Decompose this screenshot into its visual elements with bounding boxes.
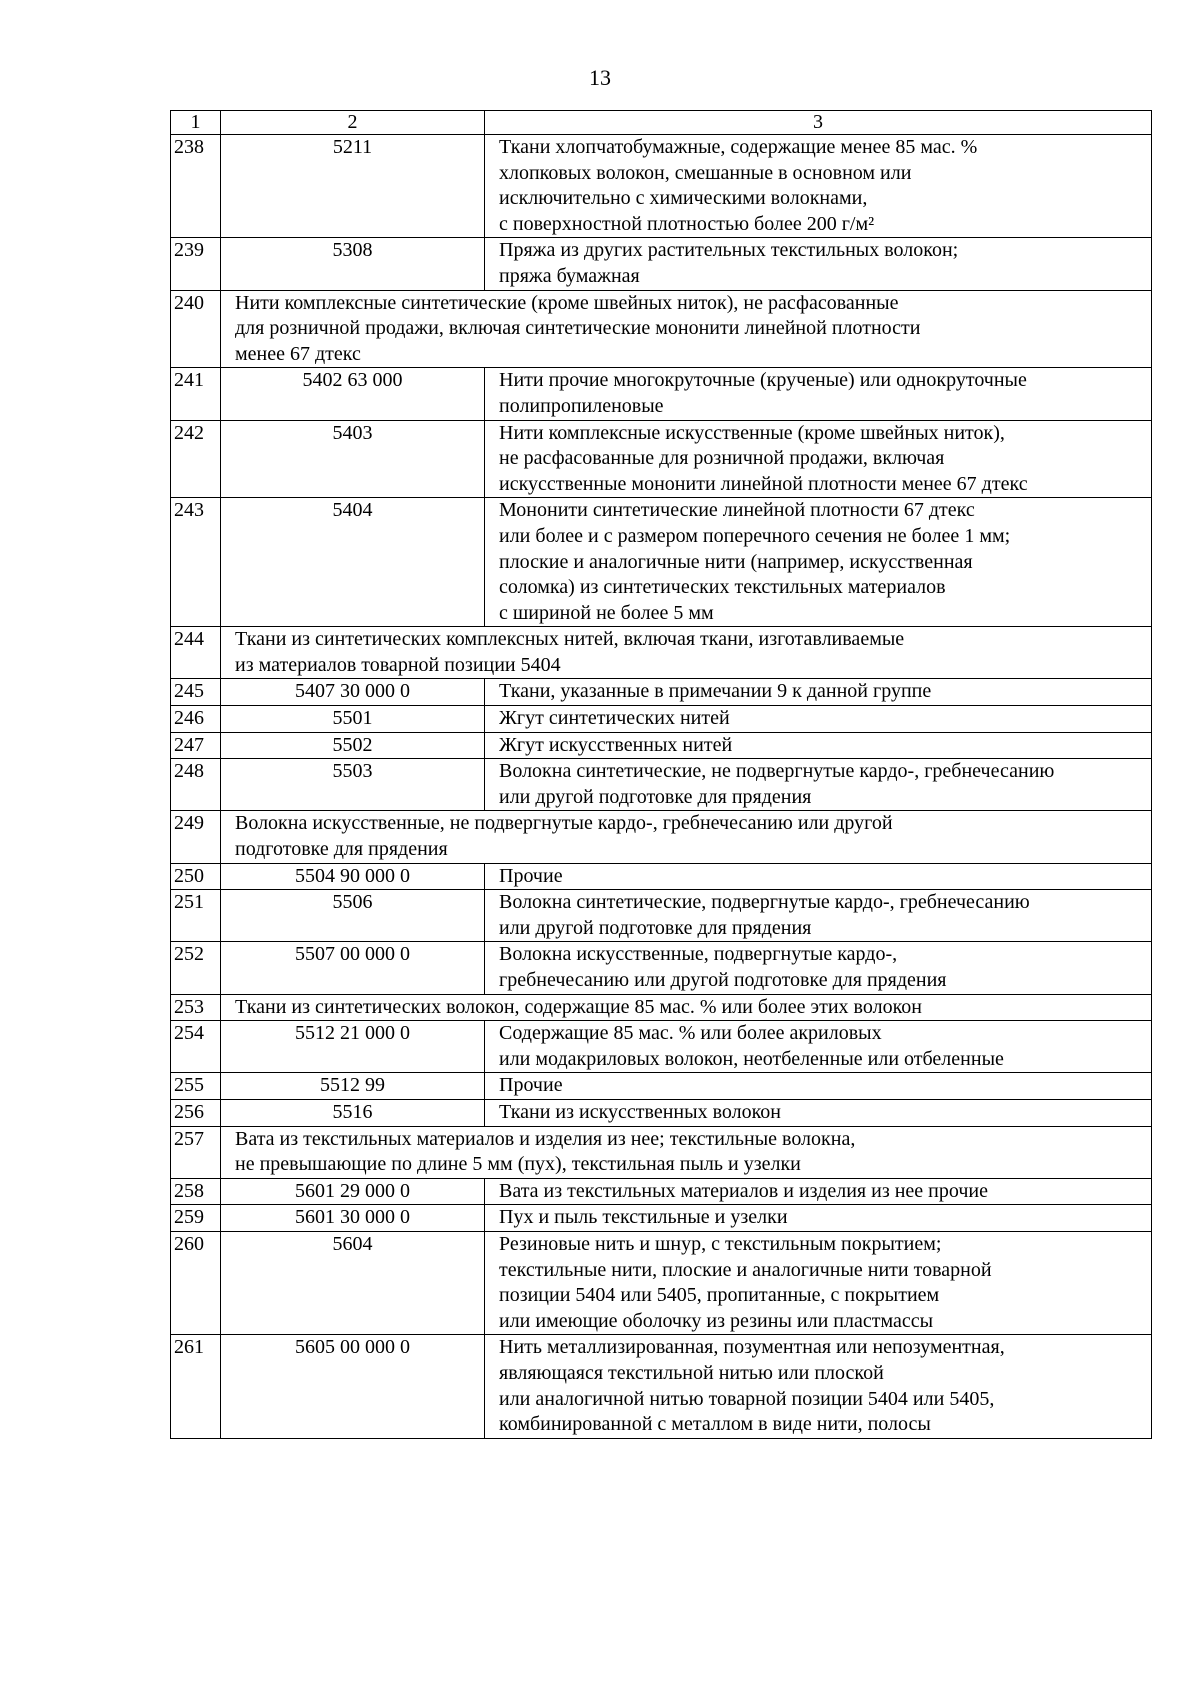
description-line: Волокна искусственные, не подвергнутые кардо-, гребнечесанию или другой xyxy=(235,812,893,835)
group-description xyxy=(221,994,1152,1021)
row-number: 240 xyxy=(171,290,221,368)
item-description xyxy=(485,890,1152,942)
page-number: 13 xyxy=(589,65,611,90)
row-number: 251 xyxy=(171,890,221,942)
tariff-table xyxy=(170,110,1152,1439)
table-row xyxy=(171,759,1152,811)
column-header-3: 3 xyxy=(485,111,1152,135)
table-row xyxy=(171,420,1152,498)
table-row xyxy=(171,1126,1152,1178)
description-line: или модакриловых волокон, неотбеленные или отбеленные xyxy=(499,1047,1004,1070)
description-line: или другой подготовке для прядения xyxy=(499,916,812,939)
row-number: 243 xyxy=(171,498,221,627)
description-line: Ткани из синтетических комплексных нитей, включая ткани, изготавливаемые xyxy=(235,628,905,651)
group-description xyxy=(221,627,1152,679)
description-line: Нить металлизированная, позументная или непозументная, xyxy=(499,1336,1005,1359)
commodity-code: 5601 29 000 0 xyxy=(221,1178,485,1205)
commodity-code: 5407 30 000 0 xyxy=(221,679,485,706)
table-row xyxy=(171,1073,1152,1100)
description-line: Волокна синтетические, не подвергнутые кардо-, гребнечесанию xyxy=(499,760,1055,783)
description-line: соломка) из синтетических текстильных материалов xyxy=(499,576,946,599)
description-line: Прочие xyxy=(499,1074,563,1097)
table-row xyxy=(171,1231,1152,1334)
item-description xyxy=(485,759,1152,811)
description-line: исключительно с химическими волокнами, xyxy=(499,187,868,210)
description-line: Вата из текстильных материалов и изделия из нее прочие xyxy=(499,1179,989,1202)
description-line: Жгут искусственных нитей xyxy=(499,733,733,756)
item-description xyxy=(485,1099,1152,1126)
row-number: 245 xyxy=(171,679,221,706)
row-number: 244 xyxy=(171,627,221,679)
item-description xyxy=(485,942,1152,994)
group-description xyxy=(221,290,1152,368)
commodity-code: 5211 xyxy=(221,135,485,238)
description-line: позиции 5404 или 5405, пропитанные, с покрытием xyxy=(499,1284,940,1307)
commodity-code: 5601 30 000 0 xyxy=(221,1205,485,1232)
description-line: из материалов товарной позиции 5404 xyxy=(235,653,561,676)
row-number: 247 xyxy=(171,732,221,759)
table-row xyxy=(171,811,1152,863)
table-row xyxy=(171,368,1152,420)
row-number: 241 xyxy=(171,368,221,420)
table-row xyxy=(171,1099,1152,1126)
row-number: 248 xyxy=(171,759,221,811)
description-line: гребнечесанию или другой подготовке для прядения xyxy=(499,969,947,991)
row-number: 259 xyxy=(171,1205,221,1232)
item-description xyxy=(485,1205,1152,1232)
table-row xyxy=(171,679,1152,706)
table-header-row xyxy=(171,111,1152,135)
table-row xyxy=(171,706,1152,733)
group-description xyxy=(221,1126,1152,1178)
column-header-1: 1 xyxy=(171,111,221,135)
table-row xyxy=(171,942,1152,994)
description-line: пряжа бумажная xyxy=(499,264,640,287)
row-number: 252 xyxy=(171,942,221,994)
description-line: или более и с размером поперечного сечения не более 1 мм; xyxy=(499,524,1011,547)
description-line: Нити прочие многокруточные (крученые) или однокруточные xyxy=(499,369,1027,392)
description-line: комбинированной с металлом в виде нити, полосы xyxy=(499,1413,931,1436)
description-line: Волокна искусственные, подвергнутые кардо-, xyxy=(499,943,898,966)
row-number: 255 xyxy=(171,1073,221,1100)
table-row xyxy=(171,627,1152,679)
commodity-code: 5402 63 000 xyxy=(221,368,485,420)
description-line: искусственные мононити линейной плотности менее 67 дтекс xyxy=(499,472,1028,495)
commodity-code: 5506 xyxy=(221,890,485,942)
description-line: Мононити синтетические линейной плотности 67 дтекс xyxy=(499,499,975,522)
table-row xyxy=(171,238,1152,290)
description-line: с шириной не более 5 мм xyxy=(499,601,714,624)
item-description xyxy=(485,498,1152,627)
item-description xyxy=(485,1178,1152,1205)
description-line: хлопковых волокон, смешанные в основном или xyxy=(499,161,912,184)
description-line: плоские и аналогичные нити (например, искусственная xyxy=(499,550,973,573)
table-row xyxy=(171,1178,1152,1205)
item-description xyxy=(485,706,1152,733)
description-line: полипропиленовые xyxy=(499,394,664,417)
column-header-2: 2 xyxy=(221,111,485,135)
description-line: Ткани хлопчатобумажные, содержащие менее 85 мас. % xyxy=(499,136,978,158)
table-row xyxy=(171,732,1152,759)
item-description xyxy=(485,732,1152,759)
description-line: Ткани из искусственных волокон xyxy=(499,1100,782,1123)
item-description xyxy=(485,420,1152,498)
table-body xyxy=(171,135,1152,1439)
row-number: 257 xyxy=(171,1126,221,1178)
commodity-code: 5605 00 000 0 xyxy=(221,1335,485,1438)
description-line: Нити комплексные искусственные (кроме швейных ниток), xyxy=(499,421,1005,444)
item-description xyxy=(485,1021,1152,1073)
item-description xyxy=(485,1335,1152,1438)
row-number: 250 xyxy=(171,863,221,890)
row-number: 239 xyxy=(171,238,221,290)
commodity-code: 5604 xyxy=(221,1231,485,1334)
row-number: 253 xyxy=(171,994,221,1021)
description-line: менее 67 дтекс xyxy=(235,342,361,365)
commodity-code: 5503 xyxy=(221,759,485,811)
row-number: 242 xyxy=(171,420,221,498)
table-row xyxy=(171,1335,1152,1438)
item-description xyxy=(485,1073,1152,1100)
commodity-code: 5516 xyxy=(221,1099,485,1126)
row-number: 258 xyxy=(171,1178,221,1205)
table-row xyxy=(171,498,1152,627)
row-number: 256 xyxy=(171,1099,221,1126)
description-line: не расфасованные для розничной продажи, включая xyxy=(499,447,945,470)
commodity-code: 5512 21 000 0 xyxy=(221,1021,485,1073)
description-line: или аналогичной нитью товарной позиции 5404 или 5405, xyxy=(499,1387,995,1410)
table-row xyxy=(171,290,1152,368)
commodity-code: 5507 00 000 0 xyxy=(221,942,485,994)
item-description xyxy=(485,863,1152,890)
description-line: Содержащие 85 мас. % или более акриловых xyxy=(499,1022,882,1045)
commodity-code: 5501 xyxy=(221,706,485,733)
commodity-code: 5512 99 xyxy=(221,1073,485,1100)
description-line: или имеющие оболочку из резины или пластмассы xyxy=(499,1309,934,1332)
description-line: текстильные нити, плоские и аналогичные нити товарной xyxy=(499,1258,992,1281)
row-number: 249 xyxy=(171,811,221,863)
description-line: Пух и пыль текстильные и узелки xyxy=(499,1206,788,1229)
description-line: или другой подготовке для прядения xyxy=(499,785,812,808)
row-number: 260 xyxy=(171,1231,221,1334)
row-number: 261 xyxy=(171,1335,221,1438)
group-description xyxy=(221,811,1152,863)
description-line: Прочие xyxy=(499,864,563,887)
table-row xyxy=(171,1021,1152,1073)
description-line: Ткани, указанные в примечании 9 к данной группе xyxy=(499,680,932,703)
commodity-code: 5308 xyxy=(221,238,485,290)
table-row xyxy=(171,890,1152,942)
description-line: Нити комплексные синтетические (кроме швейных ниток), не расфасованные xyxy=(235,291,899,314)
item-description xyxy=(485,135,1152,238)
row-number: 246 xyxy=(171,706,221,733)
description-line: подготовке для прядения xyxy=(235,838,448,861)
item-description xyxy=(485,1231,1152,1334)
description-line: не превышающие по длине 5 мм (пух), текстильная пыль и узелки xyxy=(235,1153,801,1176)
table-row xyxy=(171,994,1152,1021)
row-number: 238 xyxy=(171,135,221,238)
item-description xyxy=(485,368,1152,420)
table-row xyxy=(171,863,1152,890)
commodity-code: 5502 xyxy=(221,732,485,759)
commodity-code: 5403 xyxy=(221,420,485,498)
description-line: Вата из текстильных материалов и изделия из нее; текстильные волокна, xyxy=(235,1127,856,1150)
table-row xyxy=(171,135,1152,238)
row-number: 254 xyxy=(171,1021,221,1073)
description-line: Волокна синтетические, подвергнутые кардо-, гребнечесанию xyxy=(499,891,1030,914)
description-line: являющаяся текстильной нитью или плоской xyxy=(499,1361,884,1384)
commodity-code: 5504 90 000 0 xyxy=(221,863,485,890)
description-line: Резиновые нить и шнур, с текстильным покрытием; xyxy=(499,1232,942,1255)
description-line: с поверхностной плотностью более 200 г/м² xyxy=(499,212,875,235)
table-header xyxy=(171,111,1152,135)
item-description xyxy=(485,238,1152,290)
description-line: для розничной продажи, включая синтетические мононити линейной плотности xyxy=(235,317,921,340)
table-row xyxy=(171,1205,1152,1232)
item-description xyxy=(485,679,1152,706)
commodity-code: 5404 xyxy=(221,498,485,627)
description-line: Пряжа из других растительных текстильных волокон; xyxy=(499,239,959,262)
description-line: Ткани из синтетических волокон, содержащие 85 мас. % или более этих волокон xyxy=(235,995,922,1018)
description-line: Жгут синтетических нитей xyxy=(499,707,730,730)
